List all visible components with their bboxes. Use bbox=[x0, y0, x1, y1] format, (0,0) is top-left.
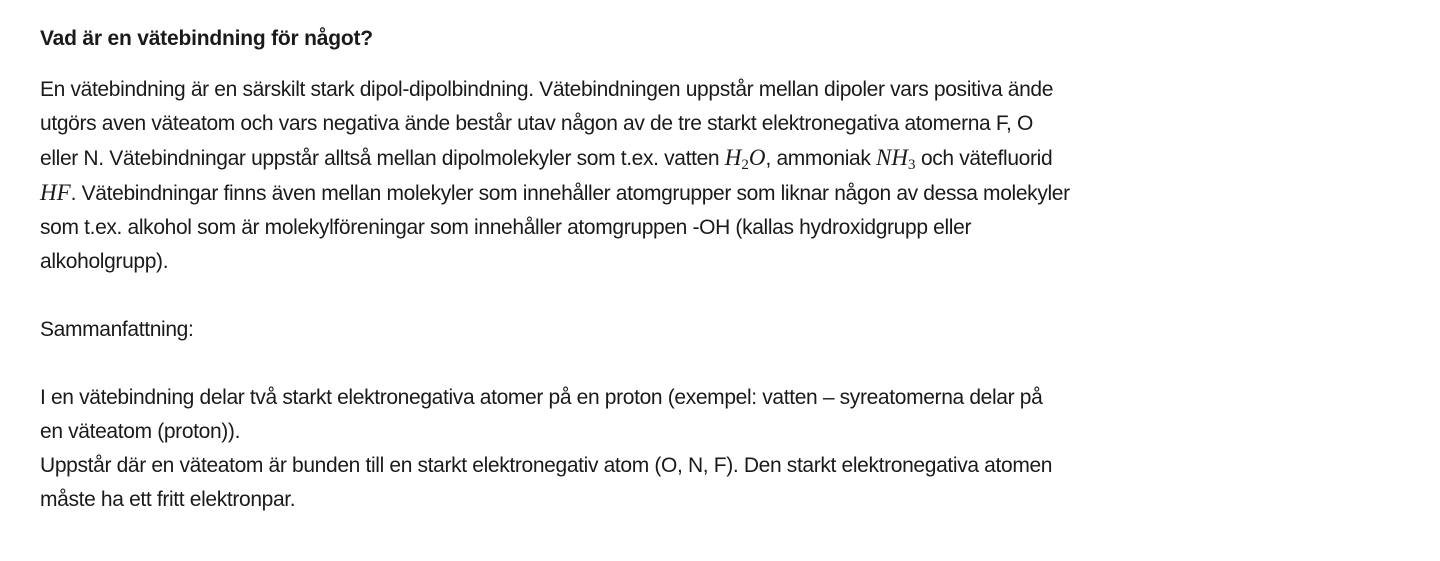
document-page bbox=[40, 22, 1380, 517]
intro-line-6: alkoholgrupp). bbox=[40, 250, 169, 273]
formula-ammonia: $NH_3$ bbox=[876, 145, 916, 173]
intro-line-3-text-a: eller N. Vätebindningar uppstår alltså mellan dipolmolekyler som t.ex. vatten bbox=[40, 147, 725, 170]
intro-line-3-text-b: , ammoniak bbox=[765, 147, 877, 170]
intro-line-5: som t.ex. alkohol som är molekylföreningar som innehåller atomgruppen -OH (kallas hydroxidgrupp eller bbox=[40, 216, 972, 239]
intro-line-4-text: . Vätebindningar finns även mellan molekyler som innehåller atomgrupper som liknar någon av dessa molekyler bbox=[70, 182, 1070, 205]
document-heading: Vad är en vätebindning för något? bbox=[40, 27, 373, 50]
summary-line-3: Uppstår där en väteatom är bunden till en starkt elektronegativ atom (O, N, F). Den starkt elektronegativa atomen bbox=[40, 454, 1053, 477]
summary-paragraph bbox=[40, 381, 1380, 517]
formula-water: $H_2O$ bbox=[724, 145, 766, 173]
paragraph-spacer bbox=[40, 347, 1380, 381]
intro-line-3 bbox=[40, 141, 1380, 176]
intro-line-3-text-c: och vätefluorid bbox=[915, 147, 1053, 170]
summary-line-4: måste ha ett fritt elektronpar. bbox=[40, 488, 296, 511]
summary-label: Sammanfattning: bbox=[40, 318, 194, 341]
paragraph-spacer bbox=[40, 279, 1380, 313]
intro-paragraph bbox=[40, 73, 1380, 279]
intro-line-4 bbox=[40, 176, 1380, 211]
summary-line-2: en väteatom (proton)). bbox=[40, 420, 241, 443]
formula-hf: HF bbox=[40, 180, 71, 205]
intro-line-1: En vätebindning är en särskilt stark dipol-dipolbindning. Vätebindningen uppstår mellan dipoler vars positiva ände bbox=[40, 78, 1054, 101]
summary-line-1: I en vätebindning delar två starkt elektronegativa atomer på en proton (exempel: vatten – syreatomerna delar på bbox=[40, 386, 1043, 409]
intro-line-2: utgörs aven väteatom och vars negativa ände består utav någon av de tre starkt elektronegativa atomerna F, O bbox=[40, 112, 1033, 135]
